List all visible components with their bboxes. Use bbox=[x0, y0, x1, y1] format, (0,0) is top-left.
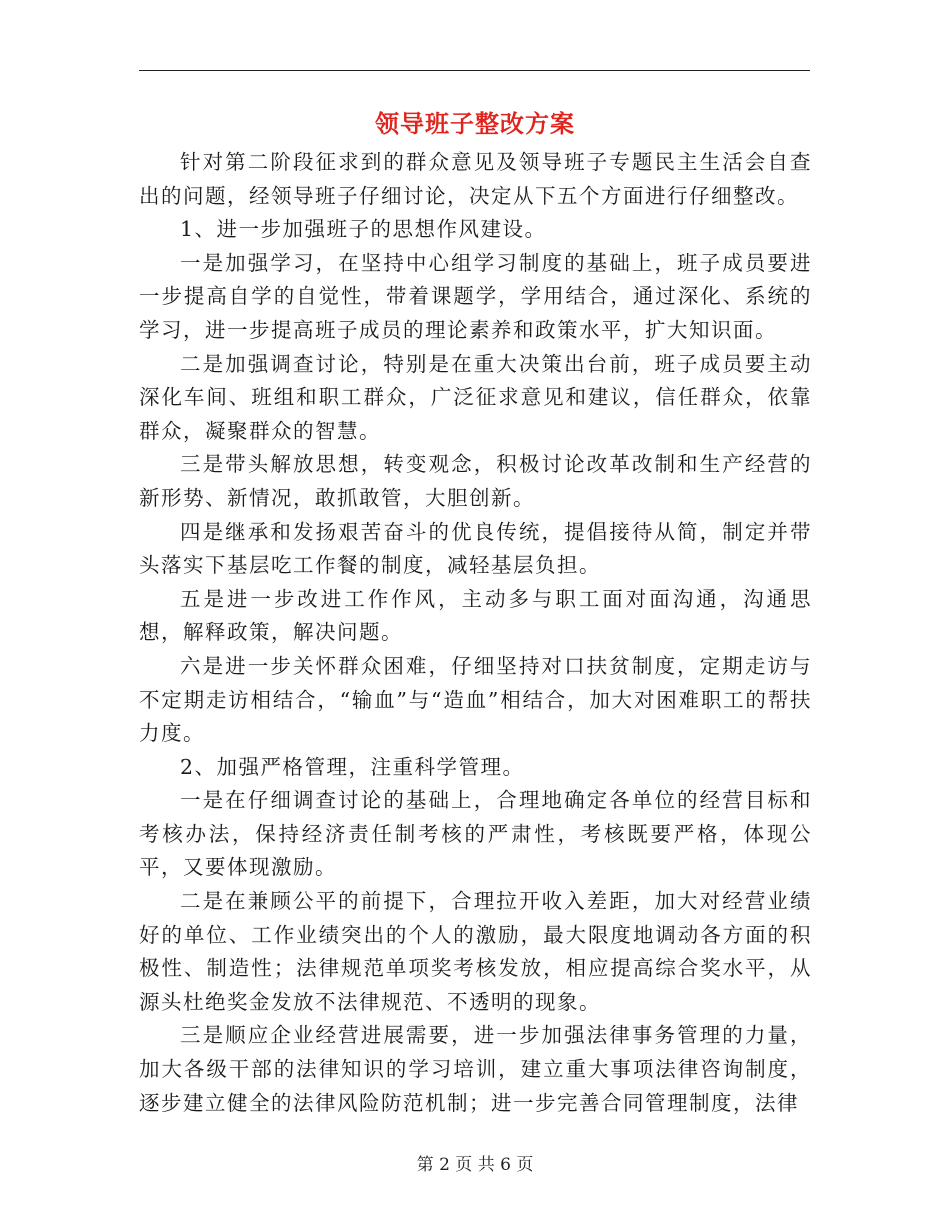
header-rule bbox=[139, 70, 810, 71]
paragraph: 一是加强学习，在坚持中心组学习制度的基础上，班子成员要进一步提高自学的自觉性，带着课题学，学用结合，通过深化、系统的学习，进一步提高班子成员的理论素养和政策水平，扩大知识面。 bbox=[139, 250, 812, 342]
paragraph: 二是在兼顾公平的前提下，合理拉开收入差距，加大对经营业绩好的单位、工作业绩突出的个人的激励，最大限度地调动各方面的积极性、制造性；法律规范单项奖考核发放，相应提高综合奖水平，从源头杜绝奖金发放不法律规范、不透明的现象。 bbox=[139, 889, 812, 1014]
paragraph: 一是在仔细调查讨论的基础上，合理地确定各单位的经营目标和考核办法，保持经济责任制考核的严肃性，考核既要严格，体现公平，又要体现激励。 bbox=[139, 788, 812, 880]
paragraph: 三是带头解放思想，转变观念，积极讨论改革改制和生产经营的新形势、新情况，敢抓敢管，大胆创新。 bbox=[139, 452, 812, 510]
paragraph-intro: 针对第二阶段征求到的群众意见及领导班子专题民主生活会自查出的问题，经领导班子仔细讨论，决定从下五个方面进行仔细整改。 bbox=[139, 150, 812, 208]
paragraph: 三是顺应企业经营进展需要，进一步加强法律事务管理的力量，加大各级干部的法律知识的学习培训，建立重大事项法律咨询制度，逐步建立健全的法律风险防范机制；进一步完善合同管理制度，法律 bbox=[139, 1023, 812, 1115]
paragraph: 六是进一步关怀群众困难，仔细坚持对口扶贫制度，定期走访与不定期走访相结合，“输血”与“造血”相结合，加大对困难职工的帮扶力度。 bbox=[139, 653, 812, 746]
paragraph: 二是加强调查讨论，特别是在重大决策出台前，班子成员要主动深化车间、班组和职工群众，广泛征求意见和建议，信任群众，依靠群众，凝聚群众的智慧。 bbox=[139, 351, 812, 443]
section-heading-1: 1、进一步加强班子的思想作风建设。 bbox=[180, 217, 547, 242]
paragraph: 四是继承和发扬艰苦奋斗的优良传统，提倡接待从简，制定并带头落实下基层吃工作餐的制度，减轻基层负担。 bbox=[139, 519, 812, 578]
paragraph: 五是进一步改进工作作风，主动多与职工面对面沟通，沟通思想，解释政策，解决问题。 bbox=[139, 586, 812, 645]
document-title: 领导班子整改方案 bbox=[375, 109, 575, 138]
section-heading-2: 2、加强严格管理，注重科学管理。 bbox=[180, 754, 525, 779]
document-body bbox=[139, 146, 812, 1120]
page-number-footer: 第 2 页 共 6 页 bbox=[416, 1155, 534, 1175]
